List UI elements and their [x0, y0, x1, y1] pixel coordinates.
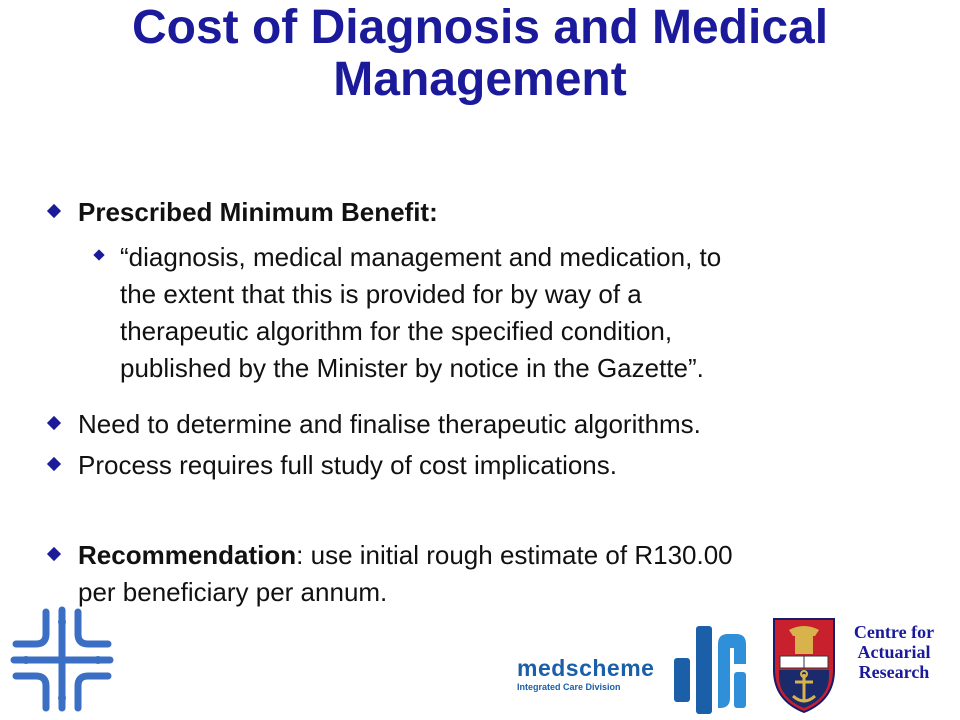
car-line-1: Centre for: [853, 622, 935, 642]
process-text: Process requires full study of cost implications.: [78, 450, 617, 480]
recommendation-text: : use initial rough estimate of R130.00: [296, 540, 733, 570]
medscheme-division: Integrated Care Division: [517, 682, 621, 692]
diamond-bullet-icon: [47, 204, 61, 218]
university-crest-icon: [771, 616, 837, 714]
quote-line-4: published by the Minister by notice in the Gazette”.: [120, 353, 704, 383]
bullet-pmb: [78, 194, 438, 231]
title-line-2: Management: [333, 53, 627, 106]
medscheme-symbol-icon: [672, 624, 750, 716]
bullet-recommendation: [78, 537, 733, 611]
bullet-pmb-quote: [120, 239, 721, 387]
recommendation-line-2: per beneficiary per annum.: [78, 577, 388, 607]
quote-line-1: “diagnosis, medical management and medication, to: [120, 242, 722, 272]
diamond-bullet-icon: [47, 416, 61, 430]
medical-cross-logo-icon: [8, 604, 116, 714]
diamond-bullet-icon: [47, 547, 61, 561]
bullet-algorithms: [78, 406, 701, 443]
recommendation-label: Recommendation: [78, 540, 297, 570]
bullet-process: [78, 447, 617, 484]
title-line-1: Cost of Diagnosis and Medical: [131, 1, 829, 54]
recommendation-line-1: [78, 537, 733, 574]
algorithms-text: Need to determine and finalise therapeutic algorithms.: [78, 409, 701, 439]
car-line-3: Research: [858, 662, 930, 682]
slide-title: [20, 2, 940, 106]
car-line-2: Actuarial: [857, 642, 931, 662]
quote-line-3: therapeutic algorithm for the specified condition,: [120, 316, 673, 346]
car-logo-text: [838, 622, 950, 682]
medscheme-logo: [517, 656, 654, 693]
quote-line-2: the extent that this is provided for by way of a: [120, 279, 642, 309]
diamond-bullet-icon: [47, 457, 61, 471]
pmb-label: Prescribed Minimum Benefit:: [78, 197, 438, 227]
medscheme-name: medscheme: [517, 655, 655, 681]
diamond-bullet-icon: [93, 249, 104, 260]
